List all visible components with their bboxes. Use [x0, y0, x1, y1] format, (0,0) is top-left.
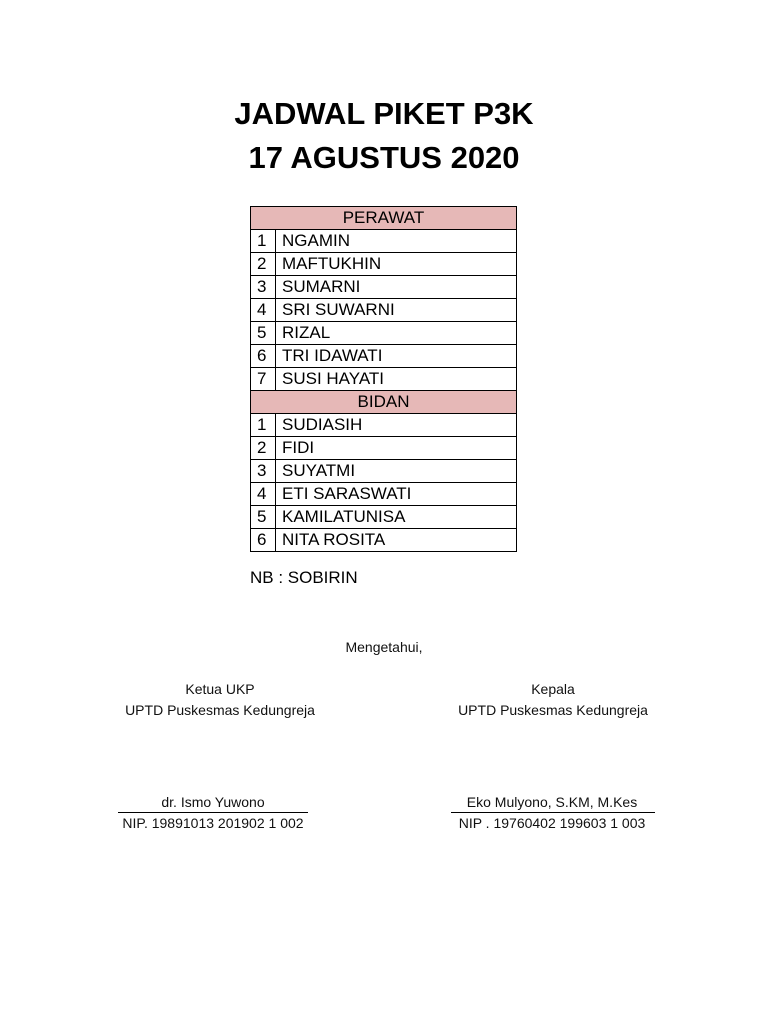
- table-row: [251, 437, 517, 460]
- staff-name: MAFTUKHIN: [276, 253, 517, 276]
- row-number: 3: [251, 276, 276, 299]
- table-row: [251, 529, 517, 552]
- table-row: [251, 345, 517, 368]
- table-row: [251, 414, 517, 437]
- staff-name: TRI IDAWATI: [276, 345, 517, 368]
- duty-roster-table: [250, 206, 517, 552]
- staff-name: FIDI: [276, 437, 517, 460]
- left-signature-line: [118, 812, 308, 813]
- row-number: 6: [251, 529, 276, 552]
- section-header-row: [251, 391, 517, 414]
- row-number: 4: [251, 483, 276, 506]
- row-number: 3: [251, 460, 276, 483]
- table-row: [251, 368, 517, 391]
- table-row: [251, 299, 517, 322]
- table-row: [251, 460, 517, 483]
- staff-name: ETI SARASWATI: [276, 483, 517, 506]
- perawat-header: PERAWAT: [251, 207, 517, 230]
- left-signer-org: UPTD Puskesmas Kedungreja: [125, 702, 315, 718]
- right-signer-role: Kepala: [531, 681, 575, 697]
- staff-name: SUSI HAYATI: [276, 368, 517, 391]
- section-header-row: [251, 207, 517, 230]
- document-date: 17 AGUSTUS 2020: [248, 140, 520, 175]
- staff-name: RIZAL: [276, 322, 517, 345]
- left-signer-role: Ketua UKP: [185, 681, 255, 697]
- row-number: 5: [251, 506, 276, 529]
- row-number: 1: [251, 230, 276, 253]
- row-number: 4: [251, 299, 276, 322]
- table-row: [251, 253, 517, 276]
- row-number: 5: [251, 322, 276, 345]
- row-number: 6: [251, 345, 276, 368]
- bidan-header: BIDAN: [251, 391, 517, 414]
- acknowledged-label: Mengetahui,: [345, 639, 423, 655]
- staff-name: SUYATMI: [276, 460, 517, 483]
- staff-name: NGAMIN: [276, 230, 517, 253]
- nb-note: NB : SOBIRIN: [250, 568, 358, 587]
- right-signer-name: Eko Mulyono, S.KM, M.Kes: [466, 794, 638, 810]
- right-signer-org: UPTD Puskesmas Kedungreja: [458, 702, 648, 718]
- table-row: [251, 230, 517, 253]
- staff-name: NITA ROSITA: [276, 529, 517, 552]
- left-signer-nip: NIP. 19891013 201902 1 002: [122, 815, 304, 831]
- staff-name: KAMILATUNISA: [276, 506, 517, 529]
- staff-name: SRI SUWARNI: [276, 299, 517, 322]
- document-title: JADWAL PIKET P3K: [234, 96, 534, 131]
- table-row: [251, 276, 517, 299]
- staff-name: SUMARNI: [276, 276, 517, 299]
- table-row: [251, 483, 517, 506]
- staff-name: SUDIASIH: [276, 414, 517, 437]
- right-signature-line: [451, 812, 655, 813]
- table-row: [251, 506, 517, 529]
- row-number: 2: [251, 253, 276, 276]
- row-number: 1: [251, 414, 276, 437]
- table-row: [251, 322, 517, 345]
- row-number: 2: [251, 437, 276, 460]
- left-signer-name: dr. Ismo Yuwono: [161, 794, 265, 810]
- right-signer-nip: NIP . 19760402 199603 1 003: [458, 815, 646, 831]
- row-number: 7: [251, 368, 276, 391]
